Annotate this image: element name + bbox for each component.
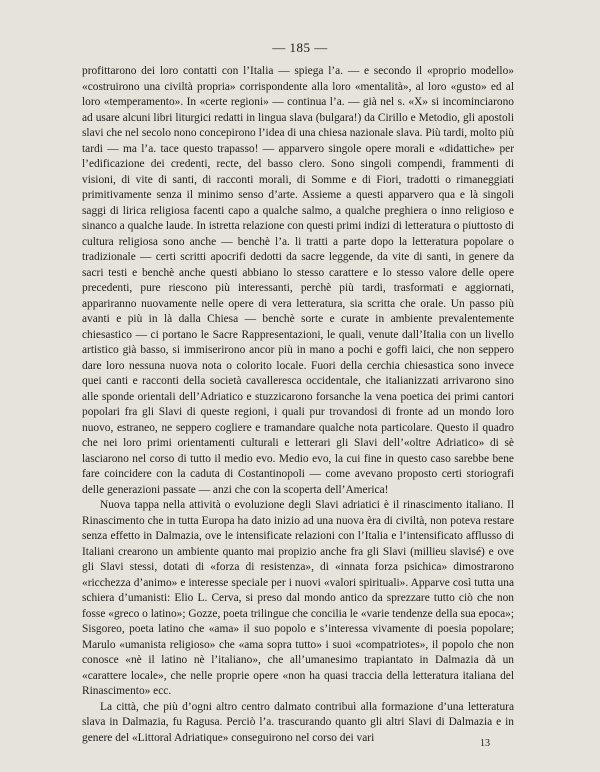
paragraph-2: Nuova tappa nella attività o evoluzione degli Slavi adriatici è il rinascimento italiano. Il Rinascimento che in tutta Europa ha dato inizio ad una nuova èra di civiltà, non poteva restare senza effetto in Dalmazia, ove le intensificate relazioni con l’Italia e l’intensificato afflusso di Italiani crearono un ambiente quanto mai propizio anche fra gli Slavi (millieu slavisé) e ove gli Slavi stessi, dotati di «forza di resistenza», di «innata forza psichica» dimostrarono «ricchezza d’animo» e interesse speciale per i nuovi «valori spirituali». Apparve così tutta una schiera d’umanisti: Elio L. Cerva, si preso dal mondo antico da sprezzare tutto ciò che non fosse «greco o latino»; Gozze, poeta trilingue che concilia le «varie tendenze della sua epoca»; Sisgoreo, poeta latino che «ama» il suo popolo e s’interessa vivamente di poesia popolare; Marulo «umanista religioso» che «ama sopra tutto» i suoi «compatriotes», il popolo che non conosce «nè il latino nè l’italiano», che all’umanesimo trapiantato in Dalmazia dà un «carattere locale», che nelle proprie opere «non ha quasi traccia della letteratura italiana del Rinascimento» ecc. [82,499,514,697]
paragraph-1: profittarono dei loro contatti con l’Italia — spiega l’a. — e secondo il «proprio modello» «costruirono una civiltà propria» corrispondente alla loro «mentalità», al loro «gusto» ed al loro «temperamento». In «certe regioni» — continua l’a. — già nel s. «X» si incominciarono ad usare alcuni libri liturgici redatti in lingua slava (bulgara!) da Cirillo e Metodio, gli apostoli slavi che nel secolo nono concepirono l’idea di una chiesa nazionale slava. Più tardi, molto più tardi — ma l’a. tace questo trapasso! — apparvero singole opere morali e «didattiche» per l’edificazione dei credenti, recte, del basso clero. Sono singoli compendi, frammenti di visioni, di vite di santi, di racconti morali, di Somme e di Fiori, tradotti o rimaneggiati primitivamente senza il minimo senso d’arte. Assieme a questi apparvero qua e là singoli saggi di lirica religiosa facenti capo a qualche salmo, a qualche preghiera o inno religioso e sinanco a qualche laude. In istretta relazione con questi primi indizi di letteratura o piuttosto di cultura religiosa sono anche — benchè l’a. li tratti a parte dopo la letteratura popolare o tradizionale — certi scritti apocrifi dedotti da sacre leggende, da vite di santi, in genere da sacri testi e benchè anche questi abbiano lo stesso carattere e lo stesso valore delle opere precedenti, pure riescono più interessanti, perchè più tardi, trasformati e aggiornati, appariranno nuovamente nelle opere di vera letteratura, sia scritta che orale. Un passo più avanti e più in là dalla Chiesa — benchè sorte e curate in ambiente prevalentemente chiesastico — ci portano le Sacre Rappresentazioni, le quali, venute dall’Italia con un livello artistico già basso, si immiserirono ancor più in mano a pochi e goffi laici, che non seppero dare loro nessuna nuova nota o colorito locale. Fuori della cerchia chiesastica sono invece quei canti e racconti della società cavalleresca occidentale, che italianizzati arrivarono sino alle sponde orientali dell’Adriatico e stuzzicarono forsanche la vena poetica dei primi cantori popolari fra gli Slavi di queste regioni, i quali pur trovandosi di fronte ad un mondo loro nuovo, estraneo, ne seppero cogliere e tramandare qualche nota particolare. Questo il quadro che nei loro primi orientamenti culturali e letterari gli Slavi dell’«oltre Adriatico» di sè lasciarono nel corso di tutto il medio evo. Medio evo, la cui fine in questo caso sarebbe bene fare coincidere con la caduta di Costantinopoli — come avevano proposto certi storiografi delle generazioni passate — anzi che con la scoperta dell’America! [82,65,514,496]
body-text [82,64,514,746]
footer-folio: 13 [480,738,490,749]
page-number-header: — 185 — [272,40,328,55]
paragraph-3: La città, che più d’ogni altro centro dalmato contribuì alla formazione d’una letteratura slava in Dalmazia, fu Ragusa. Perciò l’a. trascurando quanto gli altri Slavi di Dalmazia e in genere del «Littoral Adriatique» conseguirono nel corso dei vari [82,700,514,744]
